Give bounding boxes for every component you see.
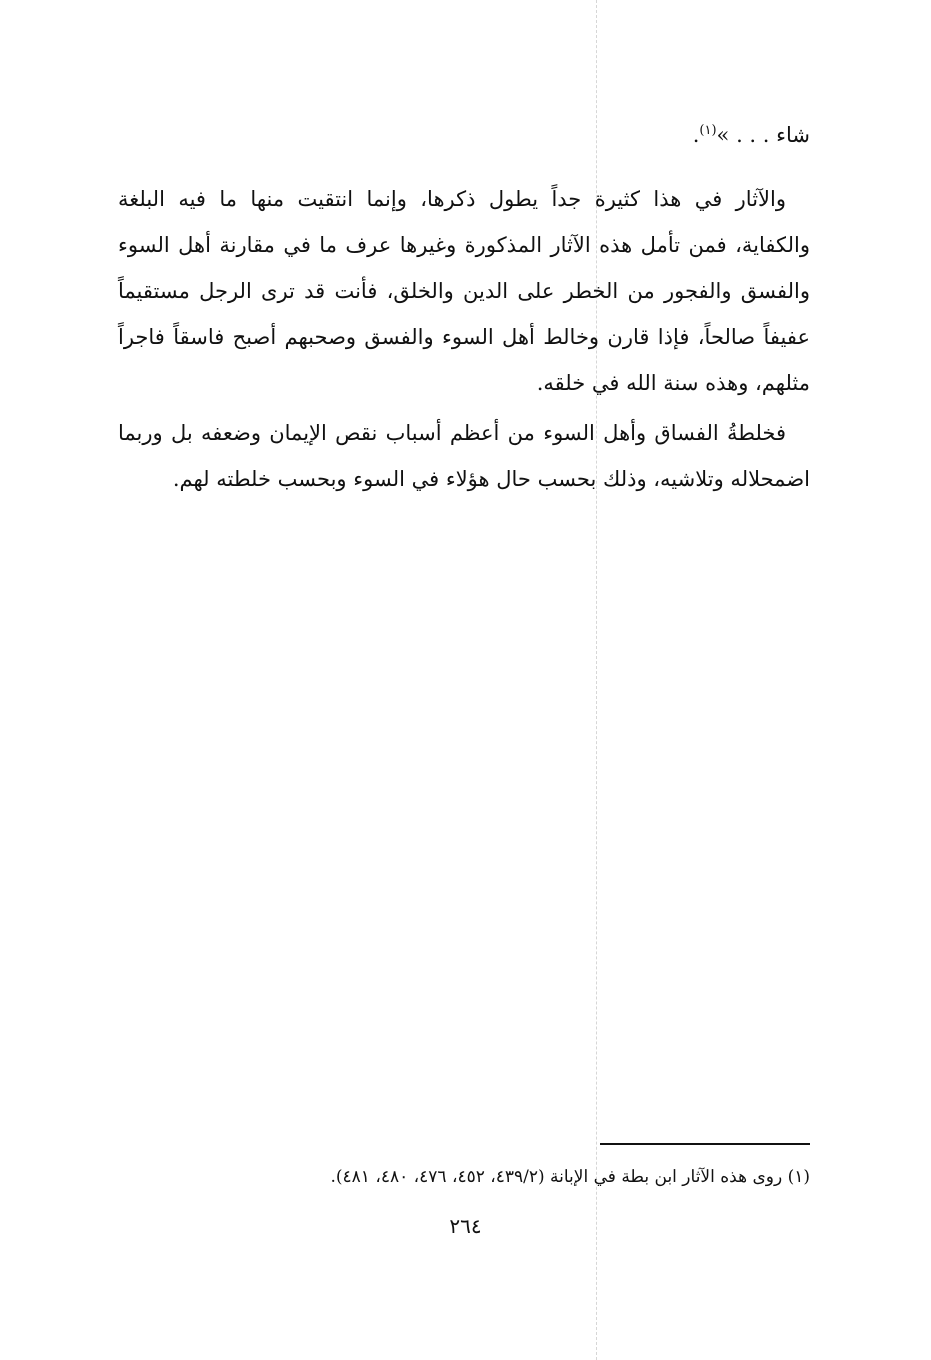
opening-line-period: .: [692, 123, 700, 147]
page-number: ٢٦٤: [449, 1214, 482, 1238]
body-paragraph-1: [118, 176, 810, 406]
opening-line-text: شاء . . . »: [716, 123, 810, 147]
footnote: (١) روى هذه الآثار ابن بطة في الإبانة (٤٣٩/٢، ٤٥٢، ٤٧٦، ٤٨٠، ٤٨١).: [330, 1167, 810, 1187]
body-paragraph-2: [118, 410, 810, 502]
opening-line: [118, 112, 810, 158]
paragraph-text: فخلطةُ الفساق وأهل السوء من أعظم أسباب نقص الإيمان وضعفه بل وربما اضمحلاله وتلاشيه، وذلك بحسب حال هؤلاء في السوء وبحسب خلطته لهم.: [118, 421, 810, 491]
paragraph-text: والآثار في هذا كثيرة جداً يطول ذكرها، وإنما انتقيت منها ما فيه البلغة والكفاية، فمن تأمل هذه الآثار المذكورة وغيرها عرف ما في مقارنة أهل السوء والفسق والفجور من الخطر على الدين والخلق، فأنت قد ترى الرجل مستقيماً عفيفاً صالحاً، فإذا قارن وخالط أهل السوء والفسق وصحبهم أصبح فاسقاً فاجراً مثلهم، وهذه سنة الله في خلقه.: [118, 187, 810, 395]
footnote-divider: [600, 1143, 810, 1145]
footnote-reference: (١): [699, 123, 717, 138]
